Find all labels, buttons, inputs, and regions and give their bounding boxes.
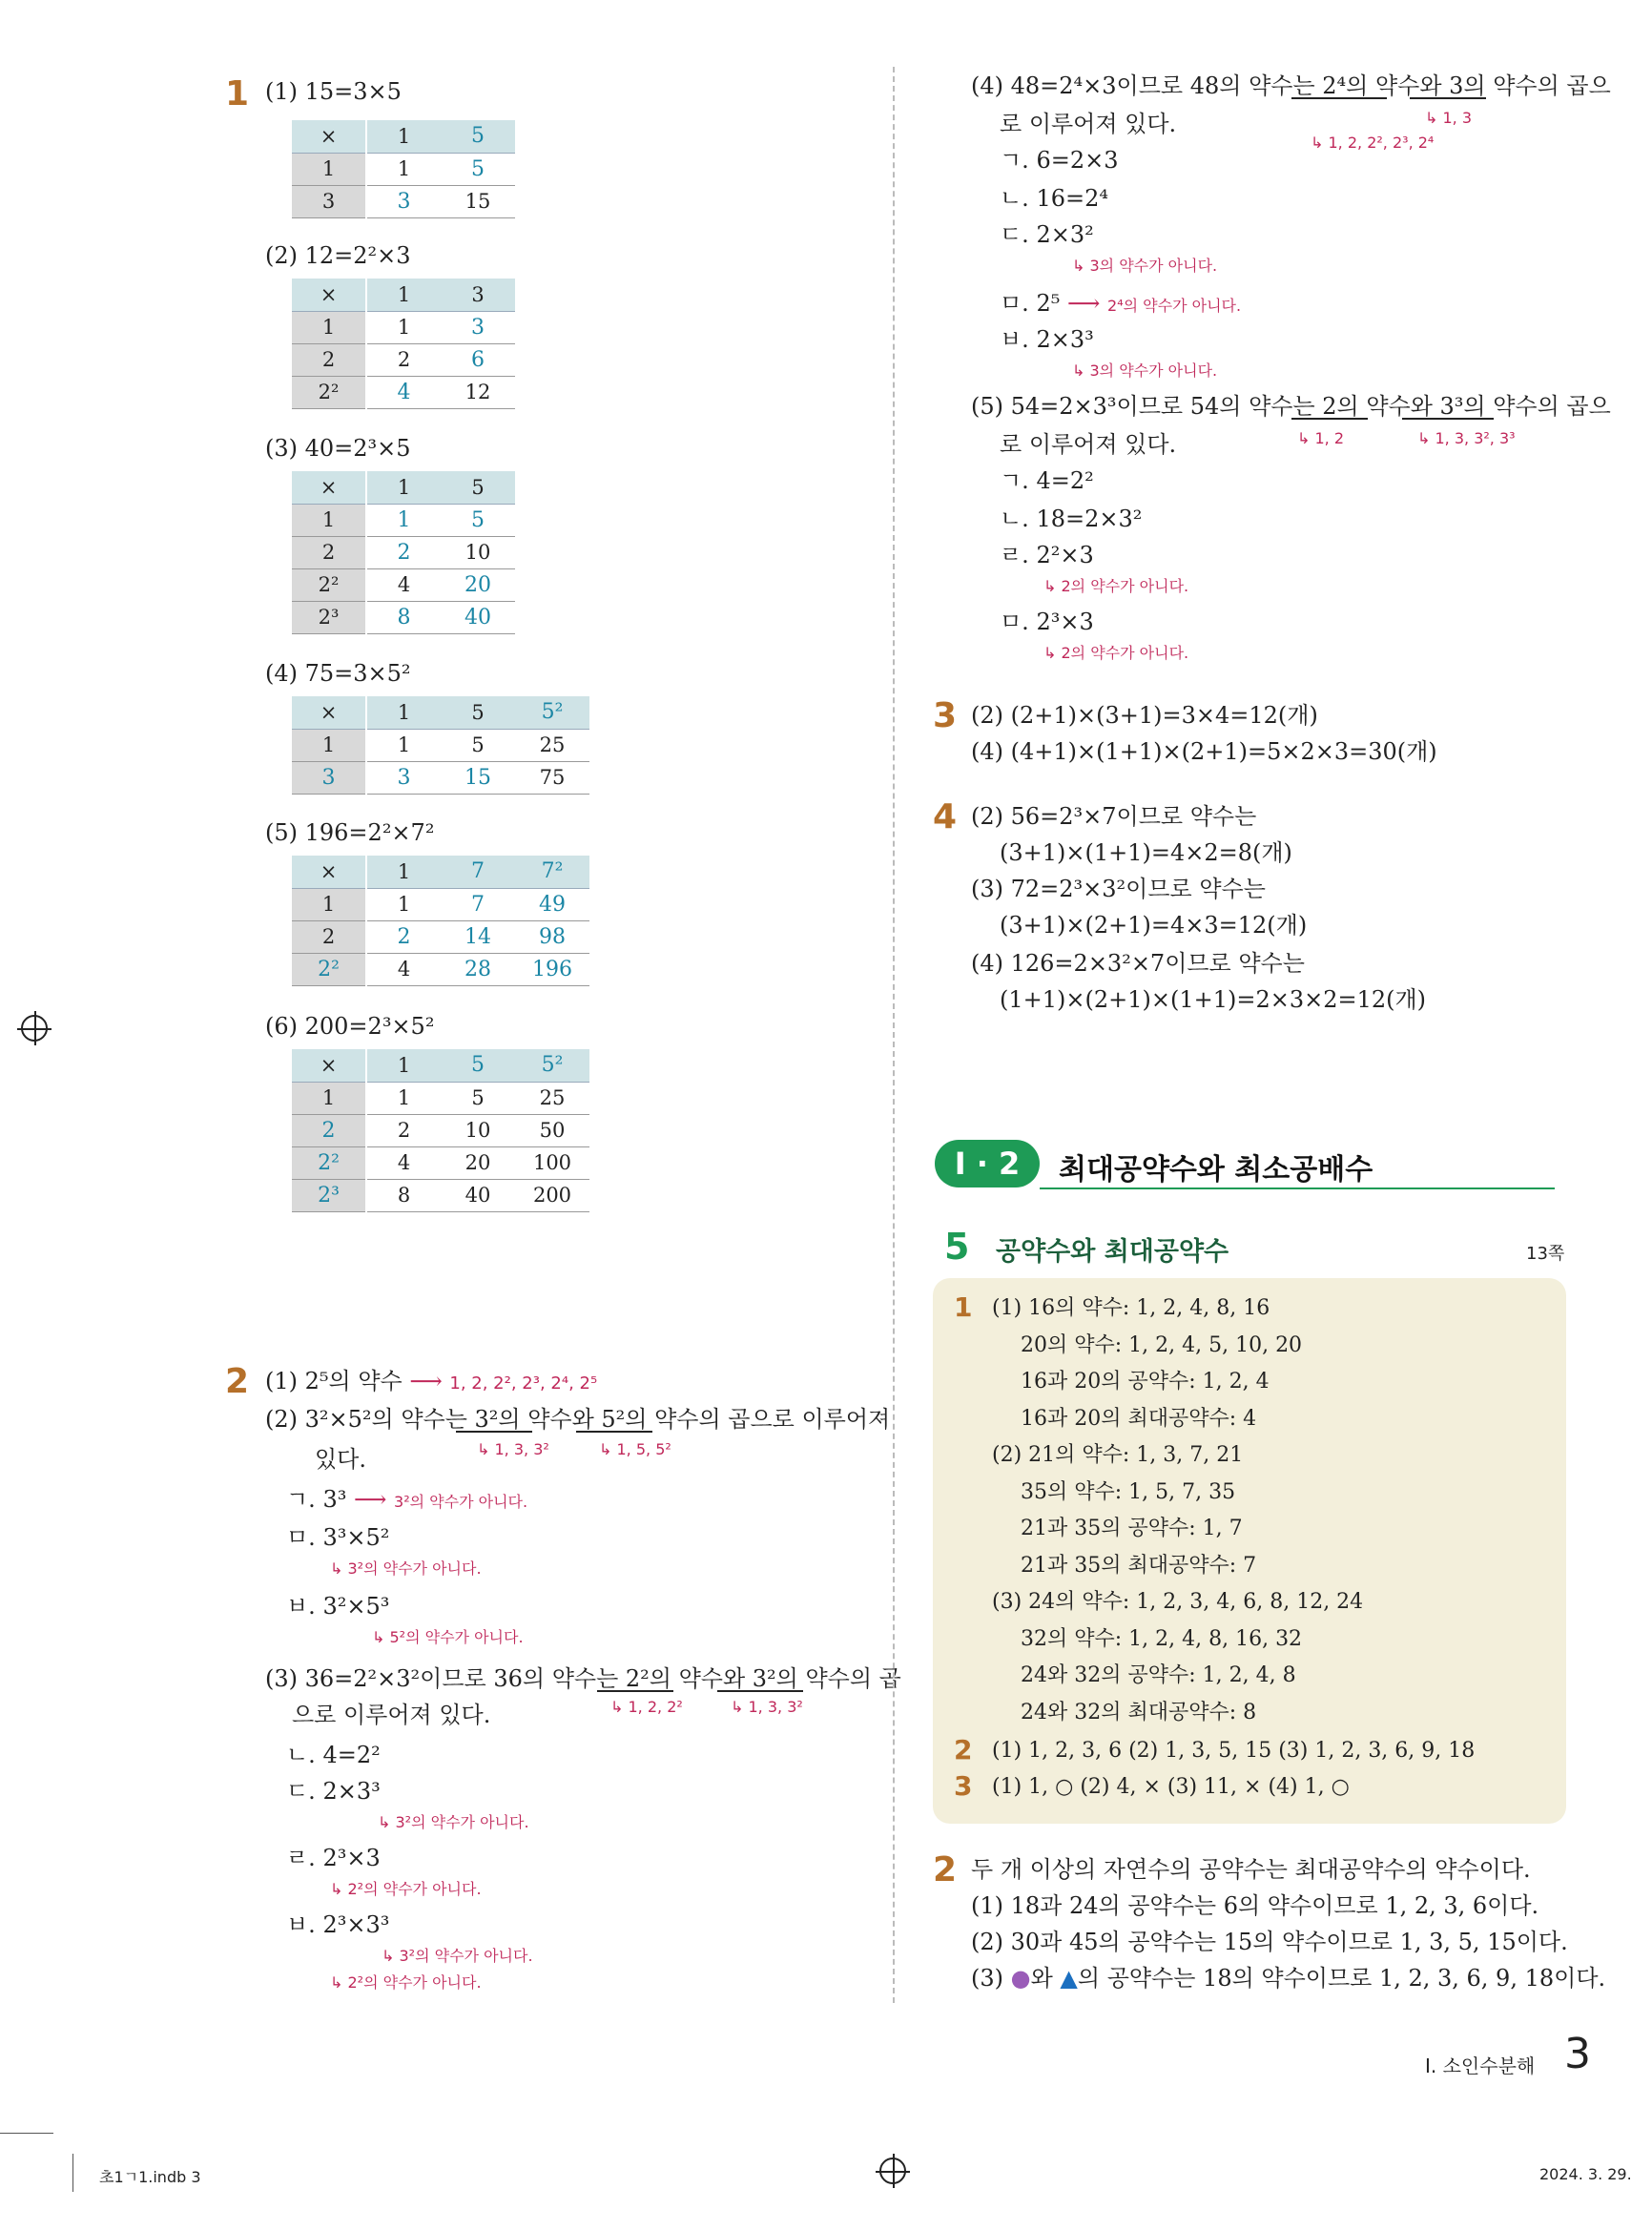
table-row [292,153,515,185]
table-cell: 20 [441,1146,515,1179]
table-cell: 4 [366,376,441,408]
table-cell: 1 [292,311,366,343]
table-cell: 5 [441,504,515,536]
table-cell: 28 [441,953,515,985]
table-cell: 8 [366,601,441,633]
box-line: 32의 약수: 1, 2, 4, 8, 16, 32 [1021,1626,1303,1651]
table-cell: 1 [292,888,366,920]
q2b-line0: 두 개 이상의 자연수의 공약수는 최대공약수의 약수이다. [971,1856,1531,1883]
table-cell: 40 [441,1179,515,1211]
q1-part4-explanation-b: 로 이루어져 있다. [1000,111,1177,137]
q2-note-2a: ↳ 1, 3, 3² [477,1440,549,1458]
q1-item-a3: ㄷ. 2×3² [1000,221,1094,248]
q1-item-a4 [1000,288,1241,321]
q1-note-5a-text: 1, 2 [1314,429,1345,447]
table-cell: 2 [366,920,441,953]
q4-line3b: (1+1)×(2+1)×(1+1)=2×3×2=12(개) [1000,986,1427,1013]
q2-item-g3: ㅂ. 3²×5³ [286,1593,390,1620]
underline [717,1690,803,1692]
table-row [292,120,515,153]
table-row [292,376,515,408]
q1-item-a3-note-text: 3의 약수가 아니다. [1089,257,1218,275]
column-divider [893,67,895,2003]
table-cell: 1 [292,1082,366,1114]
q2-item-g2-note: ↳ 3²의 약수가 아니다. [330,1559,482,1578]
table-cell: 2 [292,920,366,953]
section-underline [1040,1187,1555,1189]
table-cell: 3 [441,279,515,311]
box-line: (2) 21의 약수: 1, 3, 7, 21 [992,1443,1244,1467]
table-cell: 12 [441,376,515,408]
q1-part4-label: (4) 75=3×5² [265,660,411,687]
box-line: 24와 32의 최대공약수: 8 [1021,1700,1257,1724]
table-cell: 1 [292,729,366,761]
q1-item-a4-text: ㅁ. 2⁵ [1000,290,1061,317]
table-cell: 6 [441,343,515,376]
table-cell: 196 [515,953,589,985]
q1-item-b2: ㄴ. 18=2×3² [1000,506,1143,532]
table-cell: 2 [292,536,366,568]
section-header [935,1140,1564,1189]
circle-icon: ● [1010,1965,1031,1992]
table-row [292,696,589,729]
factor-table-3 [292,471,515,634]
table-cell: 5 [441,120,515,153]
table-cell: 5² [515,1049,589,1082]
underline [576,1431,652,1433]
underline [597,1690,673,1692]
table-cell: 5 [441,1049,515,1082]
table-cell: 3 [366,761,441,794]
table-cell: 15 [441,185,515,217]
table-cell: 1 [366,471,441,504]
q2b-line3-mid: 와 [1030,1965,1061,1992]
q2-line1-note: 1, 2, 2², 2³, 2⁴, 2⁵ [449,1373,598,1394]
q2b-line3-prefix: (3) [971,1965,1011,1992]
factor-table-5 [292,856,589,986]
q1-note-5b-text: 1, 3, 3², 3³ [1435,429,1516,447]
box-line: 21과 35의 공약수: 1, 7 [1021,1517,1243,1540]
q1-item-b3: ㄹ. 2²×3 [1000,542,1094,568]
q2-note-2b: ↳ 1, 5, 5² [599,1440,671,1458]
table-cell: 2² [292,568,366,601]
q2-line1 [265,1366,597,1399]
q1-item-a3-note: ↳ 3의 약수가 아니다. [1072,257,1218,275]
q4-line1: (2) 56=2³×7이므로 약수는 [971,803,1257,830]
q1-note-5a: ↳ 1, 2 [1297,429,1345,447]
table-cell: 25 [515,1082,589,1114]
table-cell: 2² [292,1146,366,1179]
table-cell: 20 [441,568,515,601]
q2-item-h4-note1-text: 3²의 약수가 아니다. [399,1947,533,1965]
q2-line1-text: (1) 2⁵의 약수 [265,1368,403,1394]
table-cell: 49 [515,888,589,920]
factor-table-6 [292,1049,589,1212]
table-row [292,279,515,311]
box-line: 16과 20의 최대공약수: 4 [1021,1406,1257,1431]
table-cell: 1 [292,153,366,185]
table-cell: 14 [441,920,515,953]
page-reference: 13쪽 [1526,1244,1565,1264]
q2-note-3b-text: 1, 3, 3² [748,1698,803,1716]
table-cell: 1 [292,504,366,536]
table-cell: 5 [441,471,515,504]
table-row [292,761,589,794]
q2-item-g3-note: ↳ 5²의 약수가 아니다. [372,1628,524,1646]
table-cell: × [292,279,366,311]
table-cell: 3 [292,185,366,217]
table-row [292,471,515,504]
table-cell: 1 [366,856,441,888]
q1-part5-explanation: (5) 54=2×3³이므로 54의 약수는 2의 약수와 3³의 약수의 곱으 [971,393,1611,420]
question-2-number: 2 [225,1362,250,1401]
q2-note-2b-text: 1, 5, 5² [616,1440,671,1458]
table-cell: × [292,1049,366,1082]
table-cell: 1 [366,888,441,920]
q2-note-2a-text: 1, 3, 3² [494,1440,549,1458]
table-cell: 2 [366,1114,441,1146]
table-cell: 5 [441,153,515,185]
q2-item-g2: ㅁ. 3³×5² [286,1524,390,1551]
box-question-2: 2 [954,1734,973,1765]
q2-item-h2-note-text: 3²의 약수가 아니다. [395,1813,529,1831]
q2-note-3a: ↳ 1, 2, 2² [610,1698,683,1716]
q1-part1-label: (1) 15=3×5 [265,78,402,105]
q4-line1b: (3+1)×(1+1)=4×2=8(개) [1000,839,1292,866]
box-question-3: 3 [954,1770,973,1802]
q2-line3b: 으로 이루어져 있다. [292,1702,491,1728]
q1-item-b1: ㄱ. 4=2² [1000,467,1094,494]
table-row [292,1082,589,1114]
question-1-number: 1 [225,74,250,114]
q2-item-h3: ㄹ. 2³×3 [286,1845,381,1871]
arrow-right-icon: ⟶ [409,1368,443,1394]
table-cell: 3 [292,761,366,794]
box-line: (3) 24의 약수: 1, 2, 3, 4, 6, 8, 12, 24 [992,1590,1364,1614]
table-cell: 3 [441,311,515,343]
table-cell: 5 [441,1082,515,1114]
table-cell: × [292,471,366,504]
q1-part4-explanation: (4) 48=2⁴×3이므로 48의 약수는 2⁴의 약수와 3의 약수의 곱으 [971,72,1611,99]
box-line: 16과 20의 공약수: 1, 2, 4 [1021,1370,1270,1394]
table-cell: 1 [366,120,441,153]
registration-mark-icon [879,2158,906,2184]
table-cell: 2² [292,376,366,408]
box-answer-3: (1) 1, ○ (2) 4, × (3) 11, × (4) 1, ○ [992,1775,1350,1799]
box-line: 35의 약수: 1, 5, 7, 35 [1021,1479,1236,1504]
crop-mark [0,2133,53,2134]
table-row [292,568,515,601]
q1-item-b4-note: ↳ 2의 약수가 아니다. [1043,644,1189,662]
factor-table-2 [292,279,515,409]
file-label: 초1ㄱ1.indb 3 [99,2168,201,2186]
table-row [292,729,589,761]
underline [1410,97,1486,99]
table-cell: 2³ [292,1179,366,1211]
question-2b-number: 2 [933,1850,958,1889]
q2-item-h2: ㄷ. 2×3³ [286,1778,381,1805]
table-cell: 5² [515,696,589,729]
q4-line3: (4) 126=2×3²×7이므로 약수는 [971,950,1305,977]
table-row [292,185,515,217]
table-cell: 2³ [292,601,366,633]
table-cell: 5 [441,729,515,761]
question-3-number: 3 [933,696,958,735]
q2b-line2: (2) 30과 45의 공약수는 15의 약수이므로 1, 3, 5, 15이다. [971,1929,1568,1955]
q1-item-b4-note-text: 2의 약수가 아니다. [1061,644,1189,662]
section-badge: I · 2 [935,1140,1040,1187]
q1-part3-label: (3) 40=2³×5 [265,435,411,462]
q2b-line3-post: 의 공약수는 18의 약수이므로 1, 2, 3, 6, 9, 18이다. [1077,1965,1606,1992]
q2-item-h4-note2-text: 2²의 약수가 아니다. [347,1973,482,1992]
table-row [292,601,515,633]
q2-note-3b: ↳ 1, 3, 3² [731,1698,803,1716]
q1-note-4a-text: 1, 2, 2², 2³, 2⁴ [1328,134,1435,152]
q1-item-a4-note: 2⁴의 약수가 아니다. [1107,297,1242,315]
table-cell: 2² [292,953,366,985]
table-cell: 4 [366,568,441,601]
question-4-number: 4 [933,797,958,836]
table-cell: × [292,696,366,729]
q1-part6-label: (6) 200=2³×5² [265,1013,435,1040]
table-cell: 10 [441,536,515,568]
q2-item-g2-note-text: 3²의 약수가 아니다. [347,1559,482,1578]
q2-line3: (3) 36=2²×3²이므로 36의 약수는 2²의 약수와 3²의 약수의 곱 [265,1665,901,1692]
table-cell: 25 [515,729,589,761]
topic-title: 공약수와 최대공약수 [996,1237,1229,1267]
q1-part5-explanation-b: 로 이루어져 있다. [1000,431,1177,458]
table-cell: 1 [366,311,441,343]
registration-mark-icon [21,1015,48,1042]
section-title: 최대공약수와 최소공배수 [1059,1153,1373,1187]
q1-note-4b: ↳ 1, 3 [1425,109,1473,127]
table-cell: 1 [366,696,441,729]
date-label: 2024. 3. 29. [1539,2165,1632,2183]
arrow-right-icon: ⟶ [353,1486,387,1513]
table-cell: 1 [366,153,441,185]
table-cell: 2 [366,343,441,376]
table-cell: 5 [441,696,515,729]
q2b-line1: (1) 18과 24의 공약수는 6의 약수이므로 1, 2, 3, 6이다. [971,1892,1539,1919]
q2-item-h4: ㅂ. 2³×3³ [286,1911,390,1938]
table-row [292,343,515,376]
q1-item-a5-note: ↳ 3의 약수가 아니다. [1072,361,1218,380]
table-cell: 1 [366,279,441,311]
q2-line2: (2) 3²×5²의 약수는 3²의 약수와 5²의 약수의 곱으로 이루어져 [265,1406,891,1433]
q2b-line3 [971,1963,1605,1993]
table-row [292,1146,589,1179]
q1-item-b4: ㅁ. 2³×3 [1000,609,1094,635]
table-cell: 1 [366,1082,441,1114]
q3-line1: (2) (2+1)×(3+1)=3×4=12(개) [971,702,1318,729]
chapter-label: I. 소인수분해 [1425,2054,1536,2077]
table-cell: 1 [366,1049,441,1082]
table-row [292,920,589,953]
table-row [292,311,515,343]
topic-number-icon: 5 [944,1226,970,1268]
q1-item-a2: ㄴ. 16=2⁴ [1000,185,1108,212]
table-cell: 4 [366,1146,441,1179]
q4-line2b: (3+1)×(2+1)=4×3=12(개) [1000,912,1308,939]
table-row [292,504,515,536]
table-cell: 7² [515,856,589,888]
table-cell: 4 [366,953,441,985]
q3-line2: (4) (4+1)×(1+1)×(2+1)=5×2×3=30(개) [971,738,1437,765]
q1-part2-label: (2) 12=2²×3 [265,242,411,269]
q2-item-h3-note-text: 2²의 약수가 아니다. [347,1880,482,1898]
triangle-icon: ▲ [1060,1965,1078,1992]
table-cell: 15 [441,761,515,794]
underline [1291,97,1387,99]
table-row [292,1179,589,1211]
box-answer-2: (1) 1, 2, 3, 6 (2) 1, 3, 5, 15 (3) 1, 2, 3, 6, 9, 18 [992,1739,1476,1763]
box-question-1: 1 [954,1291,973,1323]
q1-item-b3-note: ↳ 2의 약수가 아니다. [1043,577,1189,595]
table-row [292,953,589,985]
table-cell: 2 [366,536,441,568]
table-cell: 2 [292,343,366,376]
table-cell: × [292,120,366,153]
factor-table-1 [292,120,515,218]
underline [1402,418,1494,420]
q2-item-g1 [286,1484,527,1518]
table-cell: 2 [292,1114,366,1146]
table-cell: 7 [441,888,515,920]
arrow-right-icon: ⟶ [1066,290,1101,317]
q1-item-a1: ㄱ. 6=2×3 [1000,147,1119,174]
table-cell: 10 [441,1114,515,1146]
q2-item-h1: ㄴ. 4=2² [286,1742,381,1768]
q4-line2: (3) 72=2³×3²이므로 약수는 [971,876,1266,902]
table-cell: 200 [515,1179,589,1211]
table-row [292,888,589,920]
table-cell: 100 [515,1146,589,1179]
q1-note-5b: ↳ 1, 3, 3², 3³ [1417,429,1516,447]
q2-item-h4-note1: ↳ 3²의 약수가 아니다. [382,1947,533,1965]
box-line: 21과 35의 최대공약수: 7 [1021,1553,1257,1578]
q1-note-4a: ↳ 1, 2, 2², 2³, 2⁴ [1311,134,1435,152]
q1-item-a5: ㅂ. 2×3³ [1000,326,1094,353]
q2-line2b: 있다. [315,1446,366,1473]
q2-item-g1-note: 3²의 약수가 아니다. [394,1493,528,1511]
table-cell: 1 [366,729,441,761]
q2-item-h2-note: ↳ 3²의 약수가 아니다. [378,1813,529,1831]
table-cell: 8 [366,1179,441,1211]
q2-item-g3-note-text: 5²의 약수가 아니다. [389,1628,524,1646]
table-cell: 7 [441,856,515,888]
table-cell: × [292,856,366,888]
underline [456,1431,532,1433]
box-line: 24와 32의 공약수: 1, 2, 4, 8 [1021,1663,1296,1687]
table-cell: 50 [515,1114,589,1146]
table-row [292,536,515,568]
q2-item-h4-note2: ↳ 2²의 약수가 아니다. [330,1973,482,1992]
table-cell: 40 [441,601,515,633]
table-row [292,1049,589,1082]
table-cell: 1 [366,504,441,536]
table-cell: 3 [366,185,441,217]
q2-note-3a-text: 1, 2, 2² [628,1698,683,1716]
q2-item-h3-note: ↳ 2²의 약수가 아니다. [330,1880,482,1898]
page-number: 3 [1564,2030,1591,2078]
table-row [292,856,589,888]
table-cell: 98 [515,920,589,953]
factor-table-4 [292,696,589,795]
q1-part5-label: (5) 196=2²×7² [265,819,435,846]
q1-note-4b-text: 1, 3 [1442,109,1473,127]
table-row [292,1114,589,1146]
q1-item-b3-note-text: 2의 약수가 아니다. [1061,577,1189,595]
underline [1291,418,1368,420]
box-line: 20의 약수: 1, 2, 4, 5, 10, 20 [1021,1332,1303,1357]
box-line: (1) 16의 약수: 1, 2, 4, 8, 16 [992,1296,1270,1320]
q2-item-g1-text: ㄱ. 3³ [286,1486,347,1513]
q1-item-a5-note-text: 3의 약수가 아니다. [1089,361,1218,380]
crop-mark [72,2154,73,2192]
table-cell: 75 [515,761,589,794]
